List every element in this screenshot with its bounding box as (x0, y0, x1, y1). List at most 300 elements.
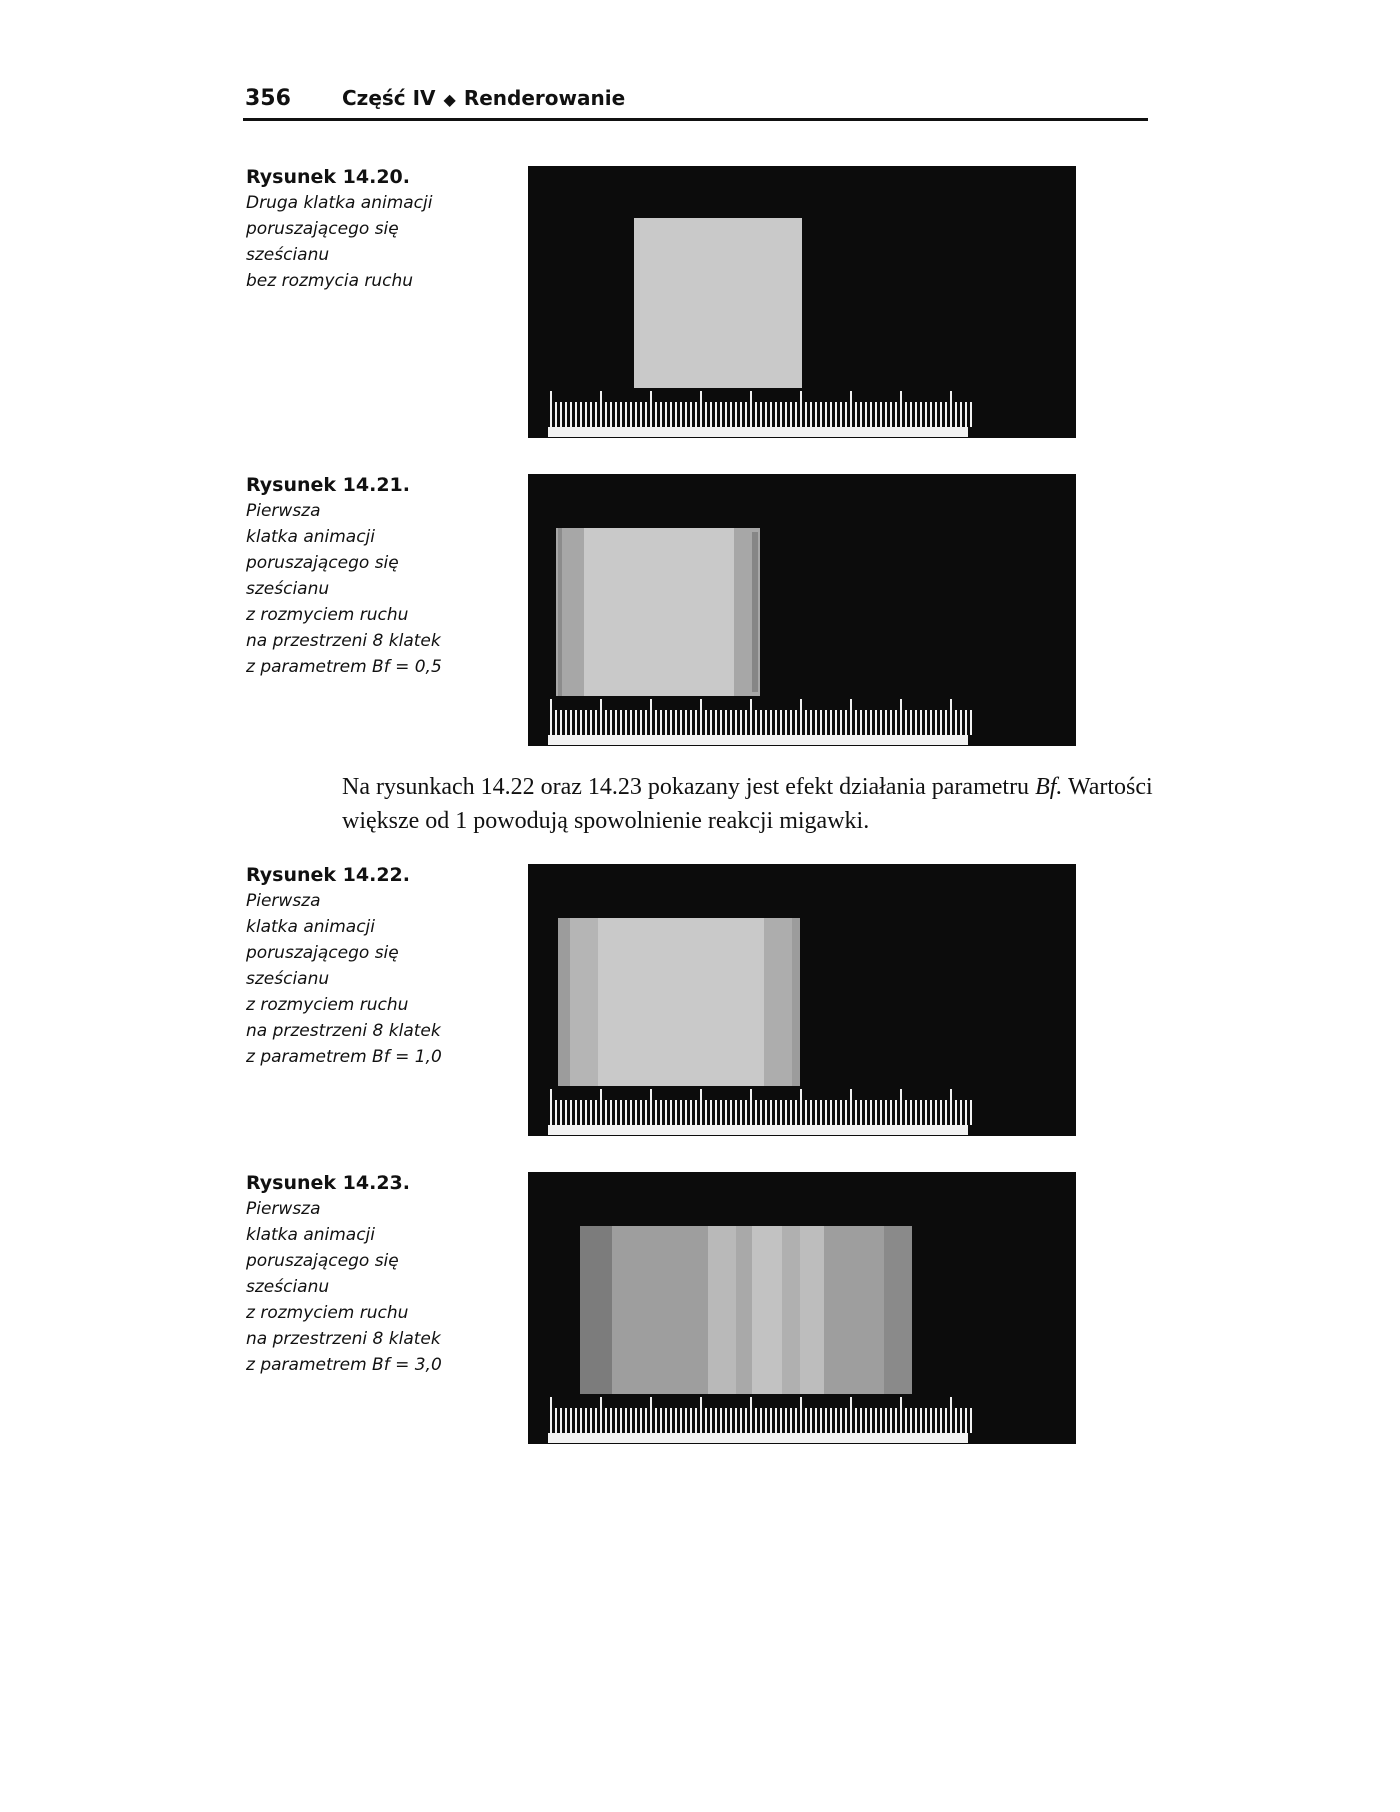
render-cube-blur-05 (528, 474, 1076, 746)
caption-line: z rozmyciem ruchu (246, 605, 409, 625)
ruler-tick (600, 1397, 602, 1433)
caption-line: sześcianu (246, 1277, 330, 1297)
ruler-tick (930, 710, 932, 735)
ruler-tick (900, 699, 902, 735)
ruler-tick (765, 402, 767, 427)
ruler-tick (875, 1100, 877, 1125)
ruler-tick (855, 710, 857, 735)
ruler-tick (665, 710, 667, 735)
cube-face (634, 218, 802, 388)
ruler-tick (860, 1100, 862, 1125)
ruler-tick (910, 1100, 912, 1125)
ruler-tick (905, 710, 907, 735)
ruler-tick (835, 402, 837, 427)
ruler-tick (970, 402, 972, 427)
ruler-tick (785, 1408, 787, 1433)
ruler-tick (605, 1100, 607, 1125)
ruler-tick (845, 710, 847, 735)
ruler-tick (805, 710, 807, 735)
ruler-tick (675, 1408, 677, 1433)
ruler-tick (670, 710, 672, 735)
ruler-tick (835, 710, 837, 735)
ruler-tick (645, 1100, 647, 1125)
blur-band (570, 918, 598, 1086)
ruler-tick (935, 402, 937, 427)
ruler-tick (845, 1100, 847, 1125)
ruler-tick (560, 402, 562, 427)
caption-line: Druga klatka animacji (246, 193, 433, 213)
ruler-tick (560, 1100, 562, 1125)
ruler-tick (815, 710, 817, 735)
ruler-tick (920, 1100, 922, 1125)
ruler-tick (670, 402, 672, 427)
figure-image-14-21 (528, 474, 1076, 746)
ruler-tick (730, 1100, 732, 1125)
blur-noise-band (884, 1226, 912, 1394)
ruler-bar (548, 735, 968, 745)
ruler-tick (660, 710, 662, 735)
ruler-tick (555, 710, 557, 735)
ruler-tick (875, 402, 877, 427)
ruler-tick (925, 1100, 927, 1125)
ruler-tick (630, 402, 632, 427)
ruler-tick (895, 402, 897, 427)
ruler-tick (570, 402, 572, 427)
ruler-tick (590, 1100, 592, 1125)
ruler-tick (745, 710, 747, 735)
ruler-tick (855, 1100, 857, 1125)
ruler-tick (830, 1408, 832, 1433)
ruler-tick (945, 402, 947, 427)
ruler-tick (715, 1100, 717, 1125)
blur-edge (752, 532, 758, 692)
ruler-tick (785, 402, 787, 427)
ruler-tick (875, 710, 877, 735)
ruler-tick (685, 1100, 687, 1125)
ruler-tick (640, 402, 642, 427)
cube-face (584, 528, 734, 696)
ruler-tick (655, 710, 657, 735)
ruler-tick (580, 710, 582, 735)
ruler-tick (790, 1100, 792, 1125)
ruler-tick (655, 1408, 657, 1433)
ruler-tick (760, 710, 762, 735)
ruler-tick (635, 1408, 637, 1433)
ruler-tick (900, 391, 902, 427)
chapter-title: Renderowanie (463, 86, 626, 110)
ruler-tick (795, 1408, 797, 1433)
blur-band (782, 1226, 800, 1394)
ruler-tick (930, 1100, 932, 1125)
ruler-tick (825, 710, 827, 735)
ruler-tick (610, 1408, 612, 1433)
ruler-tick (810, 710, 812, 735)
caption-line: na przestrzeni 8 klatek (246, 1021, 441, 1041)
ruler-tick (845, 1408, 847, 1433)
ruler-tick (840, 402, 842, 427)
ruler-tick (955, 1100, 957, 1125)
ruler-tick (805, 1408, 807, 1433)
render-cube-blur-10 (528, 864, 1076, 1136)
ruler-tick (585, 710, 587, 735)
caption-line: klatka animacji (246, 527, 376, 547)
ruler-tick (590, 1408, 592, 1433)
ruler-tick (955, 710, 957, 735)
blur-noise-band (580, 1226, 612, 1394)
ruler-tick (725, 1408, 727, 1433)
caption-line: sześcianu (246, 579, 330, 599)
ruler-tick (555, 1408, 557, 1433)
ruler-tick (935, 1100, 937, 1125)
ruler-tick (970, 710, 972, 735)
ruler-tick (755, 402, 757, 427)
ruler-tick (840, 710, 842, 735)
ruler-tick (690, 710, 692, 735)
ruler-tick (705, 1408, 707, 1433)
ruler-tick (595, 402, 597, 427)
ruler-tick (765, 1100, 767, 1125)
ruler-tick (860, 1408, 862, 1433)
ruler-tick (680, 710, 682, 735)
caption-line: klatka animacji (246, 917, 376, 937)
ruler-tick (630, 710, 632, 735)
ruler-tick (775, 710, 777, 735)
ruler-tick (755, 710, 757, 735)
figure-image-14-20 (528, 166, 1076, 438)
ruler-tick (920, 710, 922, 735)
ruler-tick (700, 699, 702, 735)
ruler-tick (860, 402, 862, 427)
ruler-tick (585, 1100, 587, 1125)
ruler-tick (955, 1408, 957, 1433)
ruler-tick (885, 710, 887, 735)
ruler-tick (795, 402, 797, 427)
caption-line: z parametrem Bf = 1,0 (246, 1047, 442, 1067)
ruler-tick (750, 1089, 752, 1125)
ruler-tick (615, 402, 617, 427)
ruler-tick (660, 1408, 662, 1433)
ruler-tick (575, 402, 577, 427)
ruler-tick (735, 402, 737, 427)
ruler-tick (695, 710, 697, 735)
ruler-tick (625, 710, 627, 735)
ruler-tick (610, 402, 612, 427)
ruler-tick (590, 402, 592, 427)
ruler-tick (915, 710, 917, 735)
ruler-tick (685, 710, 687, 735)
ruler-tick (825, 402, 827, 427)
diamond-separator-icon: ◆ (443, 90, 456, 109)
ruler-tick (785, 710, 787, 735)
ruler-tick (570, 1100, 572, 1125)
ruler-tick (910, 710, 912, 735)
ruler-tick (690, 1100, 692, 1125)
ruler-tick (905, 1408, 907, 1433)
ruler-tick (810, 402, 812, 427)
ruler-tick (920, 1408, 922, 1433)
ruler-tick (620, 1100, 622, 1125)
ruler-tick (615, 1100, 617, 1125)
ruler-tick (825, 1408, 827, 1433)
running-head-title (342, 86, 625, 110)
ruler-tick (810, 1408, 812, 1433)
ruler-tick (880, 710, 882, 735)
ruler-tick (775, 1100, 777, 1125)
ruler-tick (740, 710, 742, 735)
ruler-tick (915, 402, 917, 427)
ruler-tick (735, 710, 737, 735)
blur-band (736, 1226, 752, 1394)
ruler-tick (570, 710, 572, 735)
ruler-tick (620, 710, 622, 735)
ruler-tick (600, 391, 602, 427)
ruler-tick (960, 710, 962, 735)
ruler-bar (548, 1125, 968, 1135)
ruler-tick (595, 1100, 597, 1125)
ruler-tick (700, 1397, 702, 1433)
figure-image-14-23 (528, 1172, 1076, 1444)
ruler-tick (760, 402, 762, 427)
ruler-tick (710, 1408, 712, 1433)
ruler-tick (755, 1408, 757, 1433)
ruler-ticks (550, 699, 972, 735)
ruler-tick (770, 402, 772, 427)
ruler-tick (730, 402, 732, 427)
ruler-tick (565, 1408, 567, 1433)
caption-line: z rozmyciem ruchu (246, 995, 409, 1015)
ruler-tick (915, 1408, 917, 1433)
ruler-tick (870, 710, 872, 735)
ruler-tick (585, 402, 587, 427)
ruler-tick (625, 1100, 627, 1125)
ruler-tick (680, 402, 682, 427)
ruler-tick (780, 402, 782, 427)
ruler-tick (670, 1100, 672, 1125)
ruler-tick (830, 402, 832, 427)
caption-line: poruszającego się (246, 553, 399, 573)
ruler-tick (685, 402, 687, 427)
caption-line: poruszającego się (246, 219, 399, 239)
ruler-tick (930, 1408, 932, 1433)
page-number: 356 (245, 86, 291, 111)
ruler-tick (695, 1408, 697, 1433)
ruler-tick (720, 1408, 722, 1433)
ruler-tick (745, 1100, 747, 1125)
ruler-tick (960, 1100, 962, 1125)
ruler-tick (955, 402, 957, 427)
ruler-tick (590, 710, 592, 735)
ruler-tick (880, 402, 882, 427)
ruler-tick (795, 1100, 797, 1125)
ruler-tick (770, 1408, 772, 1433)
caption-line: poruszającego się (246, 1251, 399, 1271)
ruler-tick (865, 402, 867, 427)
ruler-tick (915, 1100, 917, 1125)
ruler-tick (885, 402, 887, 427)
ruler-tick (595, 710, 597, 735)
ruler-tick (935, 710, 937, 735)
ruler-tick (610, 1100, 612, 1125)
ruler-tick (675, 1100, 677, 1125)
ruler-tick (740, 402, 742, 427)
caption-line: Pierwsza (246, 1199, 321, 1219)
ruler-tick (625, 1408, 627, 1433)
ruler-tick (710, 402, 712, 427)
ruler-tick (705, 710, 707, 735)
ruler-tick (650, 1089, 652, 1125)
ruler-tick (650, 699, 652, 735)
ruler-tick (745, 1408, 747, 1433)
ruler-tick (610, 710, 612, 735)
ruler-tick (970, 1408, 972, 1433)
part-title: Część IV (342, 86, 436, 110)
ruler-tick (935, 1408, 937, 1433)
ruler-tick (940, 710, 942, 735)
ruler-tick (680, 1100, 682, 1125)
ruler-tick (735, 1408, 737, 1433)
ruler-tick (710, 1100, 712, 1125)
ruler-tick (850, 699, 852, 735)
ruler-tick (625, 402, 627, 427)
ruler-tick (835, 1408, 837, 1433)
ruler-tick (790, 1408, 792, 1433)
ruler-tick (770, 710, 772, 735)
figure-label: Rysunek 14.23. (246, 1172, 410, 1194)
ruler-tick (635, 1100, 637, 1125)
ruler-tick (885, 1408, 887, 1433)
ruler-tick (645, 710, 647, 735)
ruler-tick (810, 1100, 812, 1125)
ruler-tick (910, 402, 912, 427)
ruler-tick (800, 1089, 802, 1125)
ruler-tick (930, 402, 932, 427)
ruler-tick (885, 1100, 887, 1125)
ruler-tick (695, 1100, 697, 1125)
ruler-tick (785, 1100, 787, 1125)
ruler-tick (660, 1100, 662, 1125)
ruler-tick (855, 402, 857, 427)
ruler-tick (645, 1408, 647, 1433)
ruler-tick (870, 402, 872, 427)
ruler-tick (740, 1100, 742, 1125)
ruler-tick (960, 402, 962, 427)
ruler-tick (730, 1408, 732, 1433)
blur-noise-band (752, 1226, 782, 1394)
ruler-tick (560, 710, 562, 735)
ruler-tick (765, 710, 767, 735)
caption-line: Pierwsza (246, 501, 321, 521)
blur-band (764, 918, 792, 1086)
ruler-tick (695, 402, 697, 427)
ruler-tick (585, 1408, 587, 1433)
ruler-tick (675, 710, 677, 735)
ruler-tick (675, 402, 677, 427)
render-cube-blur-30 (528, 1172, 1076, 1444)
ruler-tick (715, 710, 717, 735)
ruler-tick (655, 402, 657, 427)
ruler-tick (800, 391, 802, 427)
ruler-tick (895, 1408, 897, 1433)
caption-line: klatka animacji (246, 1225, 376, 1245)
ruler-tick (740, 1408, 742, 1433)
ruler-tick (890, 1100, 892, 1125)
ruler-tick (685, 1408, 687, 1433)
ruler-tick (705, 1100, 707, 1125)
ruler-tick (865, 1100, 867, 1125)
ruler-tick (855, 1408, 857, 1433)
ruler-tick (630, 1408, 632, 1433)
ruler-tick (780, 1408, 782, 1433)
figure-caption-14-21 (246, 472, 486, 680)
ruler-tick (945, 1408, 947, 1433)
ruler-tick (910, 1408, 912, 1433)
ruler-tick (645, 402, 647, 427)
ruler-tick (640, 1100, 642, 1125)
ruler-tick (655, 1100, 657, 1125)
ruler-tick (635, 710, 637, 735)
ruler-tick (870, 1408, 872, 1433)
ruler-tick (620, 1408, 622, 1433)
ruler-tick (715, 1408, 717, 1433)
ruler-tick (830, 710, 832, 735)
figure-caption-14-23 (246, 1170, 486, 1378)
ruler-tick (615, 710, 617, 735)
caption-line: bez rozmycia ruchu (246, 271, 414, 291)
ruler-tick (690, 402, 692, 427)
ruler-tick (725, 1100, 727, 1125)
ruler-tick (570, 1408, 572, 1433)
ruler-tick (745, 402, 747, 427)
ruler-tick (780, 1100, 782, 1125)
ruler-tick (580, 1100, 582, 1125)
ruler-tick (605, 1408, 607, 1433)
ruler-tick (560, 1408, 562, 1433)
caption-line: Pierwsza (246, 891, 321, 911)
ruler-tick (815, 1100, 817, 1125)
caption-line: z parametrem Bf = 3,0 (246, 1355, 442, 1375)
ruler-tick (750, 1397, 752, 1433)
ruler-tick (690, 1408, 692, 1433)
ruler-tick (820, 710, 822, 735)
ruler-tick (735, 1100, 737, 1125)
running-header (243, 86, 1148, 121)
ruler-tick (750, 391, 752, 427)
ruler-tick (725, 710, 727, 735)
ruler-tick (890, 710, 892, 735)
ruler-tick (965, 1408, 967, 1433)
ruler-tick (630, 1100, 632, 1125)
figure-label: Rysunek 14.22. (246, 864, 410, 886)
ruler-tick (850, 1397, 852, 1433)
ruler-tick (815, 1408, 817, 1433)
ruler-tick (770, 1100, 772, 1125)
ruler-tick (970, 1100, 972, 1125)
ruler-tick (665, 1100, 667, 1125)
ruler-tick (720, 1100, 722, 1125)
ruler-tick (555, 1100, 557, 1125)
ruler-tick (665, 1408, 667, 1433)
ruler-tick (965, 402, 967, 427)
ruler-tick (725, 402, 727, 427)
ruler-tick (700, 1089, 702, 1125)
ruler-tick (730, 710, 732, 735)
caption-line: z parametrem Bf = 0,5 (246, 657, 442, 677)
ruler-ticks (550, 391, 972, 427)
ruler-tick (940, 1100, 942, 1125)
ruler-tick (925, 402, 927, 427)
ruler-tick (950, 699, 952, 735)
caption-line: na przestrzeni 8 klatek (246, 1329, 441, 1349)
